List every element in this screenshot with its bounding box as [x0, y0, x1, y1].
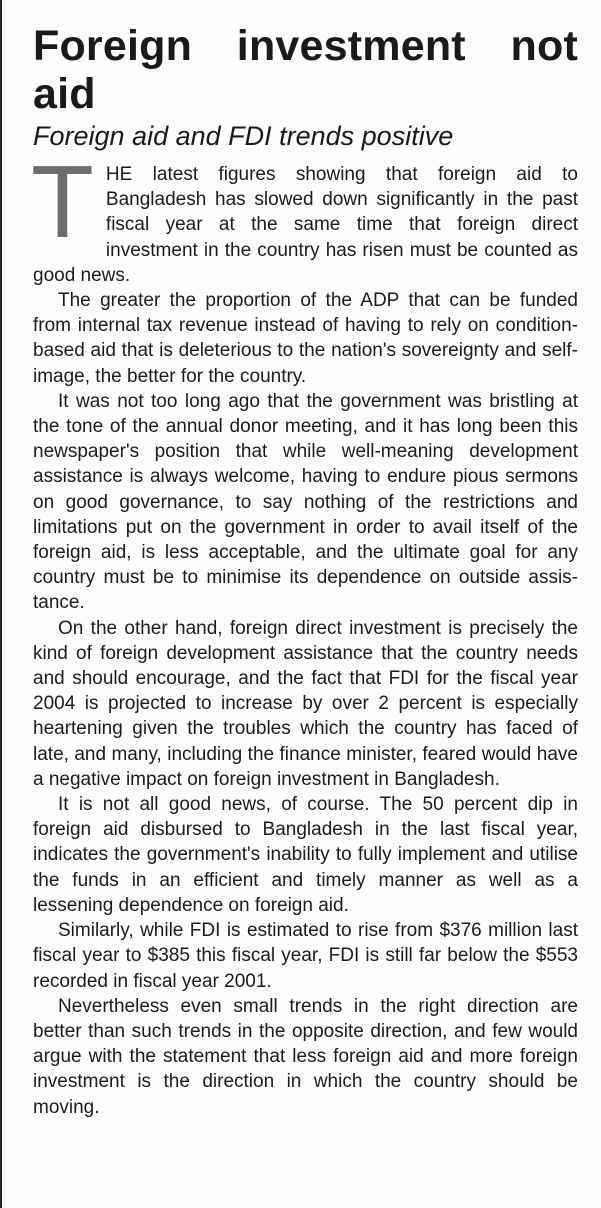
paragraph-2: The greater the proportion of the ADP that can be funded from internal tax revenue instead of having to rely on condition-based aid that is deleterious to the nation's sovereignty and self-image, the better for the country. — [33, 290, 578, 387]
paragraph-1-text: HE latest figures showing that foreign aid to Bangladesh has slowed down significantly in the past fiscal year at the same time that foreign direct investment in the country has risen must be counted as good news. — [33, 164, 578, 286]
paragraph-4: On the other hand, foreign direct investment is precisely the kind of foreign development assistance that the country needs and should encourage, and the fact that FDI for the fiscal year 2004 is projected to increase by over 2 percent is especially heartening given the troubles which the country has faced of late, and many, including the finance minister, feared would have a negative impact on foreign investment in Bangladesh. — [33, 617, 578, 790]
paragraph-6: Similarly, while FDI is estimated to rise from $376 million last fiscal year to $385 this fiscal year, FDI is still far below the $553 recorded in fiscal year 2001. — [33, 920, 578, 992]
subheadline: Foreign aid and FDI trends positive — [33, 121, 454, 151]
article-body — [31, 144, 578, 1120]
paragraph-1 — [31, 144, 578, 288]
paragraph-5: It is not all good news, of course. The 50 percent dip in foreign aid disbursed to Bangladesh in the last fiscal year, indicates the government's inability to fully implement and utilise the funds in an efficient and timely manner as well as a lessening dependence on foreign aid. — [33, 794, 578, 916]
headline: Foreign investment not aid — [33, 22, 578, 118]
paragraph-3: It was not too long ago that the government was bristling at the tone of the annual donor meeting, and it has long been this newspaper's position that while well-​meaning development assistance is always welcome, having to endure pious sermons on good governance, to say nothing of the restrictions and limitations put on the government in order to avail itself of the foreign aid, is less acceptable, and the ultimate goal for any country must be to minimise its dependence on outside assistance. — [33, 390, 578, 614]
editorial-article — [33, 22, 578, 1120]
paragraph-7: Nevertheless even small trends in the right direction are better than such trends in the opposite direction, and few would argue with the statement that less foreign aid and more foreign investment is the direction in which the country should be moving. — [33, 995, 578, 1118]
drop-cap: T — [31, 144, 94, 259]
